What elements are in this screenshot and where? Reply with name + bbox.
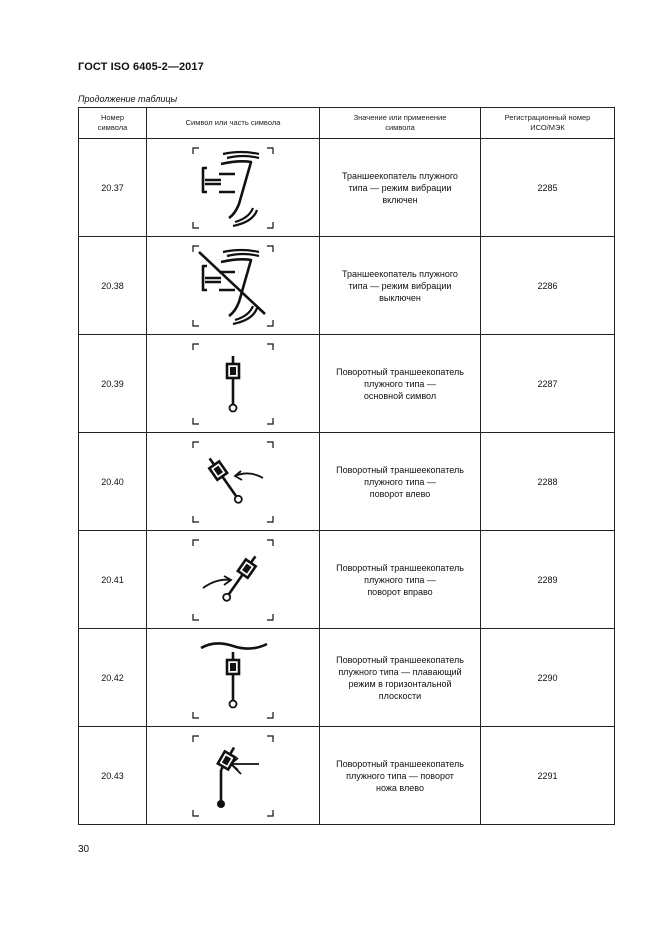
column-header-number: Номер символа [79, 108, 147, 139]
table-caption: Продолжение таблицы [78, 94, 178, 104]
symbol-number: 20.38 [79, 237, 147, 335]
swivel-plough-trencher-basic-icon [191, 342, 275, 426]
swivel-plough-trencher-right-icon [191, 538, 275, 622]
column-header-meaning: Значение или применение символа [320, 108, 481, 139]
symbol-meaning: Поворотный траншеекопатель плужного типа — поворот влево [320, 433, 481, 531]
registration-number: 2289 [481, 531, 615, 629]
column-header-symbol: Символ или часть символа [147, 108, 320, 139]
symbol-meaning: Поворотный траншеекопатель плужного типа — плавающий режим в горизонтальной плоскости [320, 629, 481, 727]
symbol-meaning: Поворотный траншеекопатель плужного типа — основной символ [320, 335, 481, 433]
page-number: 30 [78, 844, 90, 855]
trencher-vibration-on-icon [191, 146, 275, 230]
registration-number: 2286 [481, 237, 615, 335]
document-title: ГОСТ ISO 6405-2—2017 [78, 61, 204, 73]
swivel-plough-trencher-float-icon [191, 636, 275, 720]
symbol-number: 20.43 [79, 727, 147, 825]
registration-number: 2288 [481, 433, 615, 531]
symbol-number: 20.40 [79, 433, 147, 531]
table-header-row [79, 108, 615, 139]
symbol-meaning: Поворотный траншеекопатель плужного типа — поворот ножа влево [320, 727, 481, 825]
table-row [79, 237, 615, 335]
registration-number: 2287 [481, 335, 615, 433]
swivel-plough-trencher-blade-left-icon [191, 734, 275, 818]
trencher-vibration-off-icon [191, 244, 275, 328]
symbol-number: 20.37 [79, 139, 147, 237]
swivel-plough-trencher-left-icon [191, 440, 275, 524]
table-row [79, 531, 615, 629]
symbol-meaning: Траншеекопатель плужного типа — режим вибрации включен [320, 139, 481, 237]
symbol-meaning: Поворотный траншеекопатель плужного типа — поворот вправо [320, 531, 481, 629]
symbol-number: 20.42 [79, 629, 147, 727]
symbols-table [78, 107, 615, 825]
registration-number: 2291 [481, 727, 615, 825]
table-row [79, 433, 615, 531]
table-row [79, 335, 615, 433]
symbol-number: 20.39 [79, 335, 147, 433]
symbol-number: 20.41 [79, 531, 147, 629]
registration-number: 2290 [481, 629, 615, 727]
table-row [79, 139, 615, 237]
table-row [79, 727, 615, 825]
symbol-meaning: Траншеекопатель плужного типа — режим вибрации выключен [320, 237, 481, 335]
column-header-registration: Регистрационный номер ИСО/МЭК [481, 108, 615, 139]
table-row [79, 629, 615, 727]
registration-number: 2285 [481, 139, 615, 237]
